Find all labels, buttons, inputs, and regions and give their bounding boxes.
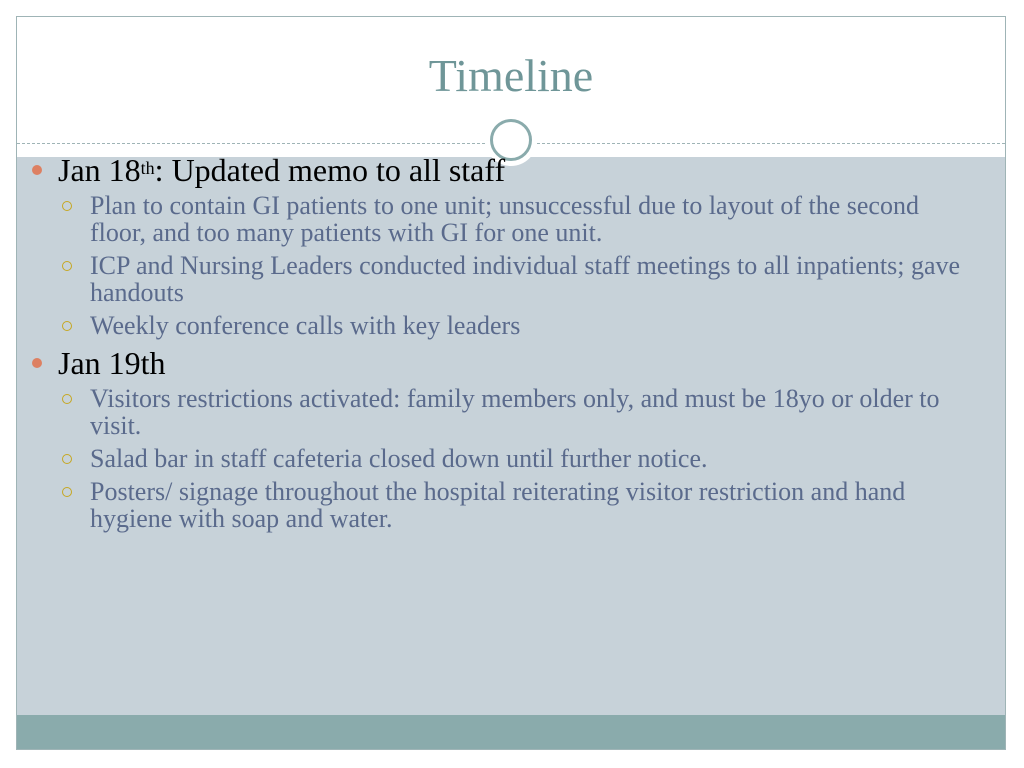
sub-item-text: Weekly conference calls with key leaders xyxy=(90,311,521,340)
item-date: Jan 19th xyxy=(58,345,166,381)
sub-list-item xyxy=(28,445,968,472)
sub-list-item xyxy=(28,252,968,306)
hollow-bullet-icon xyxy=(62,201,72,211)
sub-item-text: ICP and Nursing Leaders conducted individual staff meetings to all inpatients; gave handouts xyxy=(90,251,961,307)
hollow-bullet-icon xyxy=(62,261,72,271)
bullet-list xyxy=(28,152,968,538)
sub-list-item xyxy=(28,478,968,532)
hollow-bullet-icon xyxy=(62,394,72,404)
sub-item-text: Salad bar in staff cafeteria closed down until further notice. xyxy=(90,444,708,473)
footer-band xyxy=(17,715,1005,749)
sub-list-item xyxy=(28,192,968,246)
bullet-dot-icon xyxy=(32,358,42,368)
slide-title: Timeline xyxy=(428,50,594,101)
sub-item-text: Posters/ signage throughout the hospital reiterating visitor restriction and hand hygiene with soap and water. xyxy=(90,477,906,533)
item-date: Jan 18 xyxy=(58,152,141,188)
hollow-bullet-icon xyxy=(62,487,72,497)
sub-item-text: Plan to contain GI patients to one unit; unsuccessful due to layout of the second floor, and too many patients with GI for one unit. xyxy=(90,191,919,247)
sub-list-item xyxy=(28,385,968,439)
item-heading: : Updated memo to all staff xyxy=(154,152,506,188)
sub-item-text: Visitors restrictions activated: family members only, and must be 18yo or older to visit. xyxy=(90,384,940,440)
list-item-jan-18 xyxy=(28,152,968,188)
hollow-bullet-icon xyxy=(62,454,72,464)
hollow-bullet-icon xyxy=(62,321,72,331)
item-date-suffix: th xyxy=(140,158,155,178)
bullet-dot-icon xyxy=(32,165,42,175)
sub-list-item xyxy=(28,312,968,339)
list-item-jan-19 xyxy=(28,345,968,381)
